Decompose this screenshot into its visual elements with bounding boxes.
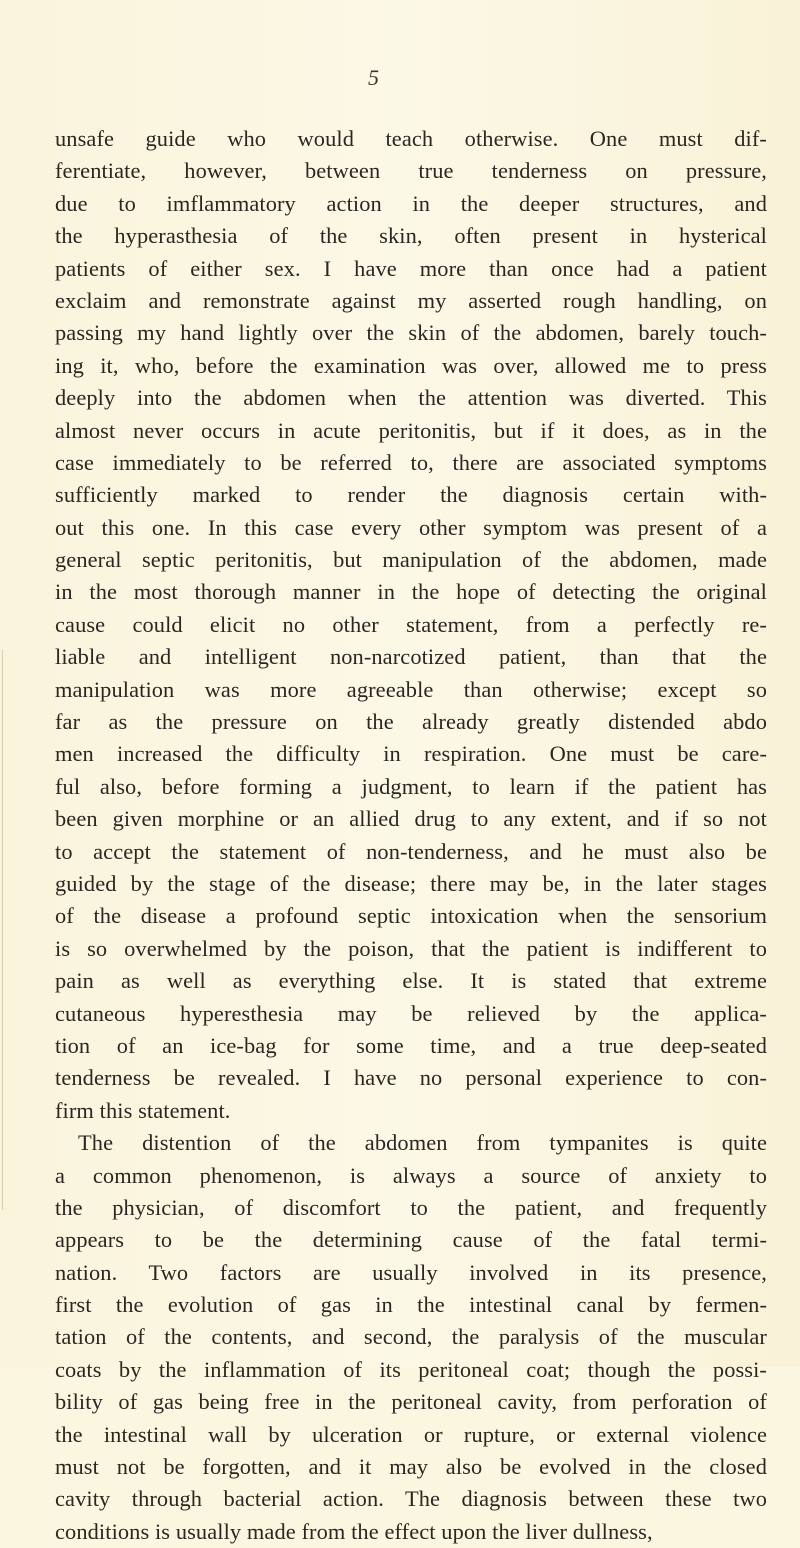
- text-line: bility of gas being free in the peritoneal cavity, from perforation of: [55, 1389, 767, 1415]
- page-number: 5: [368, 65, 379, 90]
- text-line: exclaim and remonstrate against my asserted rough handling, on: [55, 287, 767, 313]
- text-line: pain as well as everything else. It is stated that extreme: [55, 968, 767, 994]
- text-line: of the disease a profound septic intoxication when the sensorium: [55, 903, 767, 929]
- text-line: patients of either sex. I have more than once had a patient: [55, 255, 767, 281]
- text-line: due to imflammatory action in the deeper structures, and: [55, 190, 767, 216]
- text-line: manipulation was more agreeable than otherwise; except so: [55, 676, 767, 702]
- text-line: guided by the stage of the disease; there may be, in the later stages: [55, 870, 767, 896]
- text-line: coats by the inflammation of its peritoneal coat; though the possi-: [55, 1356, 767, 1382]
- text-line: the physician, of discomfort to the patient, and frequently: [55, 1194, 767, 1220]
- text-line: cutaneous hyperesthesia may be relieved by the applica-: [55, 1000, 767, 1026]
- text-line: cause could elicit no other statement, from a perfectly re-: [55, 611, 767, 637]
- text-line: tation of the contents, and second, the paralysis of the muscular: [55, 1324, 767, 1350]
- body-text: [55, 123, 767, 1548]
- text-line: firm this statement.: [55, 1097, 231, 1123]
- text-line: ferentiate, however, between true tenderness on pressure,: [55, 158, 767, 184]
- text-line: deeply into the abdomen when the attention was diverted. This: [55, 385, 767, 411]
- text-line: men increased the difficulty in respiration. One must be care-: [55, 741, 767, 767]
- text-line: first the evolution of gas in the intestinal canal by fermen-: [55, 1292, 767, 1318]
- page-edge-line: [2, 650, 3, 1210]
- text-line: the hyperasthesia of the skin, often present in hysterical: [55, 223, 767, 249]
- text-line: to accept the statement of non-tenderness, and he must also be: [55, 838, 767, 864]
- text-line: nation. Two factors are usually involved in its presence,: [55, 1259, 767, 1285]
- text-line: been given morphine or an allied drug to any extent, and if so not: [55, 806, 767, 832]
- text-line: must not be forgotten, and it may also be evolved in the closed: [55, 1454, 767, 1480]
- text-line: is so overwhelmed by the poison, that the patient is indifferent to: [55, 935, 767, 961]
- text-line: tenderness be revealed. I have no personal experience to con-: [55, 1065, 767, 1091]
- text-line: liable and intelligent non-narcotized patient, than that the: [55, 644, 767, 670]
- text-line: almost never occurs in acute peritonitis, but if it does, as in the: [55, 417, 767, 443]
- text-line: a common phenomenon, is always a source of anxiety to: [55, 1162, 767, 1188]
- text-line: tion of an ice-bag for some time, and a true deep-seated: [55, 1032, 767, 1058]
- text-line: The distention of the abdomen from tympanites is quite: [78, 1130, 767, 1156]
- text-line: passing my hand lightly over the skin of the abdomen, barely touch-: [55, 320, 767, 346]
- text-line: far as the pressure on the already greatly distended abdo: [55, 709, 767, 735]
- text-line: ful also, before forming a judgment, to learn if the patient has: [55, 773, 767, 799]
- text-line: case immediately to be referred to, there are associated symptoms: [55, 449, 767, 475]
- text-line: out this one. In this case every other symptom was present of a: [55, 514, 767, 540]
- text-line: ing it, who, before the examination was over, allowed me to press: [55, 352, 767, 378]
- text-line: unsafe guide who would teach otherwise. One must dif-: [55, 126, 767, 151]
- text-line: general septic peritonitis, but manipulation of the abdomen, made: [55, 547, 767, 573]
- text-line: sufficiently marked to render the diagnosis certain with-: [55, 482, 767, 508]
- text-line: cavity through bacterial action. The diagnosis between these two: [55, 1486, 767, 1512]
- text-line: conditions is usually made from the effect upon the liver dullness,: [55, 1518, 653, 1544]
- text-line: appears to be the determining cause of the fatal termi-: [55, 1227, 767, 1253]
- text-line: in the most thorough manner in the hope of detecting the original: [55, 579, 767, 605]
- text-line: the intestinal wall by ulceration or rupture, or external violence: [55, 1421, 767, 1447]
